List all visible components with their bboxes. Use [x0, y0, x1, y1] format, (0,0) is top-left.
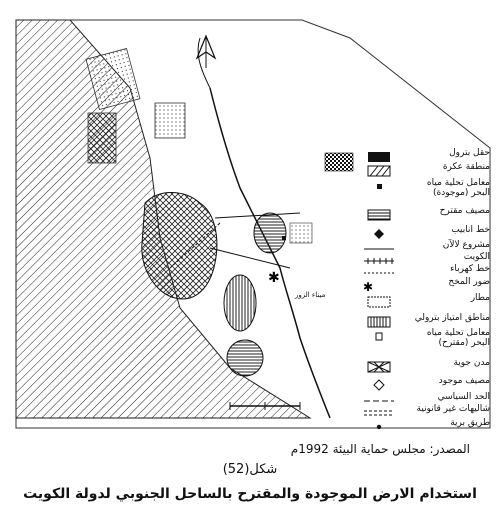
road-2 [210, 248, 290, 268]
oil-field-icon [360, 149, 398, 163]
oil-concession-icon [360, 314, 398, 328]
legend-item-desalination-proposed [360, 328, 490, 346]
resort-proposed-icon [360, 207, 398, 221]
oil-concession-zone [290, 223, 312, 243]
oil-field [325, 153, 353, 171]
legend-label: مصيف مقترح [439, 206, 490, 216]
air-city [142, 192, 217, 298]
resort-existing-icon [360, 377, 398, 391]
road-1 [215, 213, 300, 218]
legend-label: الحد السياسي [437, 392, 490, 402]
land-road-icon [360, 419, 398, 433]
legend-label: معامل تحلية مياه البحر (مقترح) [426, 328, 490, 348]
legend-label: مشروع لالآن [442, 240, 490, 250]
coastline-north [198, 38, 210, 88]
illegal-chalets-icon [360, 405, 398, 419]
legend-item-air-city [360, 358, 490, 376]
legend-item-land-road [360, 418, 490, 436]
power-station-icon: ✱ [268, 270, 280, 286]
legend-label: ضور المخح [448, 277, 490, 287]
legend-label: شاليهات غير قانونية [416, 404, 490, 414]
legend-label: طريق برية [450, 418, 490, 428]
legend-label: خط انابيب [451, 225, 490, 235]
legend-label: مطار [470, 293, 490, 303]
air-city-icon [360, 359, 398, 373]
legend-label: حقل بترول [449, 148, 490, 158]
legend-label: الكويت [463, 252, 490, 262]
airport-icon [360, 294, 398, 308]
legend-item-airport [360, 293, 490, 311]
figure-title: استخدام الارض الموجودة والمقترح بالساحل الجنوبي لدولة الكويت [23, 486, 477, 502]
legend-label: مصيف موجود [438, 376, 490, 386]
place-label-zour: ميناء الزور [295, 291, 326, 299]
legend-label: مدن جوية [453, 358, 490, 368]
legend-label: خط كهرباء [450, 264, 490, 274]
desalination-existing-icon [360, 179, 398, 193]
pipeline-icon [360, 226, 398, 240]
source-citation: المصدر: مجلس حماية البيئة 1992م [290, 442, 470, 456]
desalination-proposed-icon [360, 329, 398, 343]
resort-proposed-1 [254, 213, 286, 253]
military-box [88, 113, 116, 163]
desalination-marker [282, 236, 286, 240]
legend-label: منطقة عكرة [442, 162, 490, 172]
svg-text:✱: ✱ [362, 280, 373, 293]
legend-label: مناطق امتياز بترولي [414, 313, 490, 323]
figure-number: شكل(52) [222, 462, 278, 477]
resort-proposed-3 [227, 340, 263, 376]
legend-item-desalination-existing [360, 178, 490, 196]
resort-proposed-2 [224, 275, 256, 331]
tower-icon [360, 278, 398, 292]
military-zone-icon [360, 163, 398, 177]
concession-area [155, 103, 185, 138]
legend-label: معامل تحلية مياه البحر (موجودة) [426, 178, 490, 198]
legend-item-resort-proposed [360, 206, 490, 224]
